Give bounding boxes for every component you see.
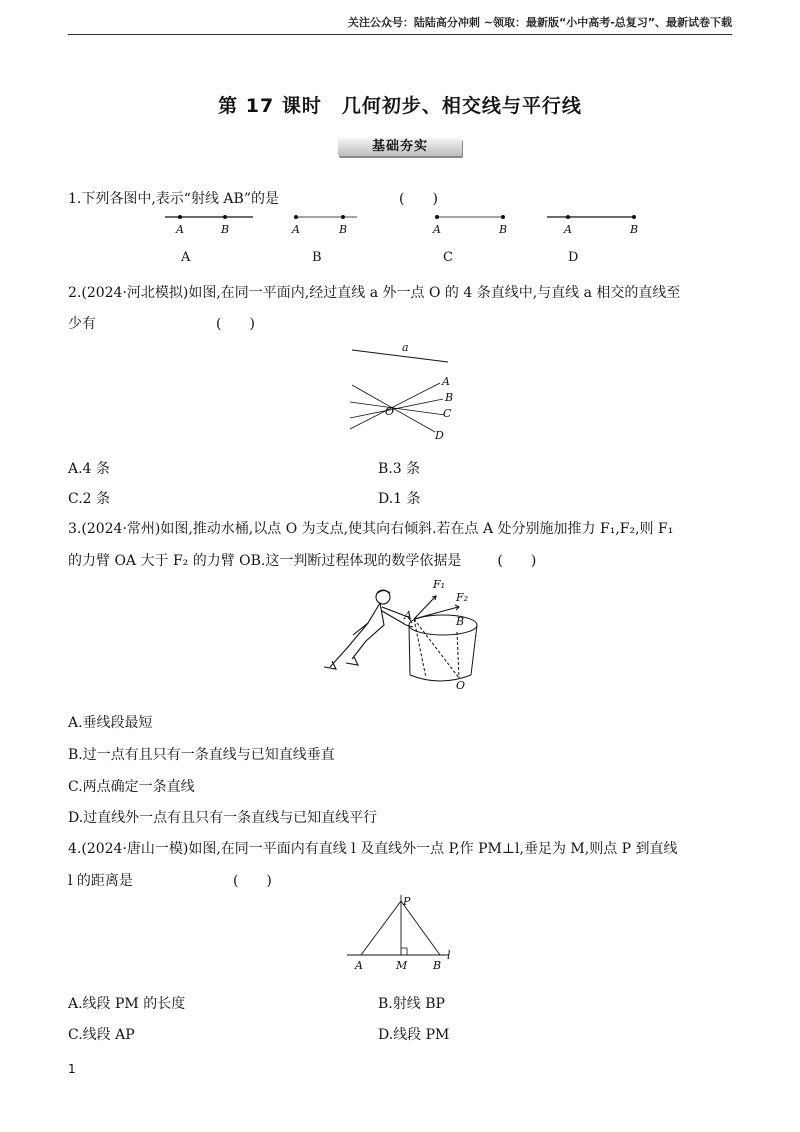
q1d-label-a: A	[564, 223, 572, 236]
q2-option-d: D.1 条	[378, 491, 421, 507]
q4-stem-line1: 4.(2024·唐山一模)如图,在同一平面内有直线 l 及直线外一点 P,作 PM⊥l,垂足为 M,则点 P 到直线	[68, 841, 678, 857]
q4-label-a: A	[355, 959, 363, 972]
q1b-label-b: B	[339, 223, 348, 236]
q1-figure-d	[547, 215, 638, 236]
q2-stem-line1: 2.(2024·河北模拟)如图,在同一平面内,经过直线 a 外一点 O 的 4 条直线中,与直线 a 相交的直线至	[68, 285, 681, 301]
q1-answer-paren: ( )	[398, 191, 438, 207]
q4-label-m: M	[396, 959, 408, 972]
q1-figures	[150, 205, 650, 275]
q1-option-b: B	[312, 250, 322, 265]
q2-label-O: O	[385, 405, 395, 418]
q1-option-a: A	[181, 250, 191, 265]
q2-label-A: A	[442, 375, 450, 388]
q1-option-c: C	[443, 250, 453, 265]
q2-answer-paren: ( )	[216, 316, 255, 332]
q3-option-d: D.过直线外一点有且只有一条直线与已知直线平行	[68, 810, 378, 826]
q3-option-a: A.垂线段最短	[68, 715, 153, 731]
q1c-label-a: A	[433, 223, 441, 236]
bucket-cylinder	[409, 596, 477, 681]
person-pushing-illustration	[324, 590, 413, 669]
page-header: 关注公众号：陆陆高分冲刺 ~领取：最新版“小中高考-总复习”、最新试卷下载	[347, 16, 732, 29]
q3-label-o: O	[456, 679, 466, 692]
q4-option-a: A.线段 PM 的长度	[68, 996, 186, 1012]
page-number: 1	[68, 1062, 76, 1076]
q1-figure-a	[165, 215, 253, 236]
q3-label-b: B	[456, 615, 465, 628]
q2-label-B: B	[445, 391, 454, 404]
q3-answer-paren: ( )	[497, 553, 537, 569]
q2-stem-line2	[68, 313, 255, 333]
q4-figure	[345, 893, 465, 973]
q1d-label-b: B	[630, 223, 639, 236]
q3-stem-line2-text: 的力臂 OA 大于 F₂ 的力臂 OB.这一判断过程体现的数学依据是	[68, 553, 462, 569]
q3-option-c: C.两点确定一条直线	[68, 779, 195, 795]
q1-figure-c	[432, 215, 507, 236]
q3-figure	[318, 575, 498, 690]
q4-stem-line2-text: l 的距离是	[68, 873, 133, 889]
lesson-title: 第 17 课时 几何初步、相交线与平行线	[218, 95, 582, 117]
q2-option-c: C.2 条	[68, 491, 111, 507]
q1b-label-a: A	[292, 223, 300, 236]
q1-stem-text: 1.下列各图中,表示“射线 AB”的是	[68, 191, 279, 207]
q1c-label-b: B	[499, 223, 508, 236]
header-rule	[68, 34, 732, 35]
q4-option-d: D.线段 PM	[378, 1027, 450, 1043]
q4-label-b: B	[433, 959, 442, 972]
q1-option-d: D	[568, 250, 579, 265]
q4-label-p: P	[403, 895, 411, 908]
q1-figure-b	[291, 215, 357, 236]
q2-option-a: A.4 条	[68, 461, 110, 477]
q2-label-D: D	[435, 429, 444, 442]
q2-stem-line2-text: 少有	[68, 316, 96, 332]
q3-label-f2: F₂	[456, 591, 469, 604]
q3-option-b: B.过一点有且只有一条直线与已知直线垂直	[68, 747, 335, 763]
q1a-label-a: A	[176, 223, 184, 236]
q4-label-l: l	[447, 949, 451, 962]
q3-label-f1: F₁	[433, 578, 446, 591]
q3-stem-line1: 3.(2024·常州)如图,推动水桶,以点 O 为支点,使其向右倾斜.若在点 A 处分别施加推力 F₁,F₂,则 F₁	[68, 521, 674, 537]
section-badge: 基础夯实	[338, 138, 462, 156]
q2-label-a: a	[402, 341, 409, 354]
q4-option-b: B.射线 BP	[378, 996, 445, 1012]
q2-label-C: C	[443, 407, 452, 420]
q4-option-c: C.线段 AP	[68, 1027, 135, 1043]
q2-option-b: B.3 条	[378, 461, 421, 477]
q2-figure	[340, 340, 470, 445]
q3-label-a: A	[404, 609, 412, 622]
q4-stem-line2	[68, 870, 272, 890]
q1a-label-b: B	[221, 223, 230, 236]
q3-stem-line2	[68, 550, 536, 570]
q4-answer-paren: ( )	[232, 873, 272, 889]
